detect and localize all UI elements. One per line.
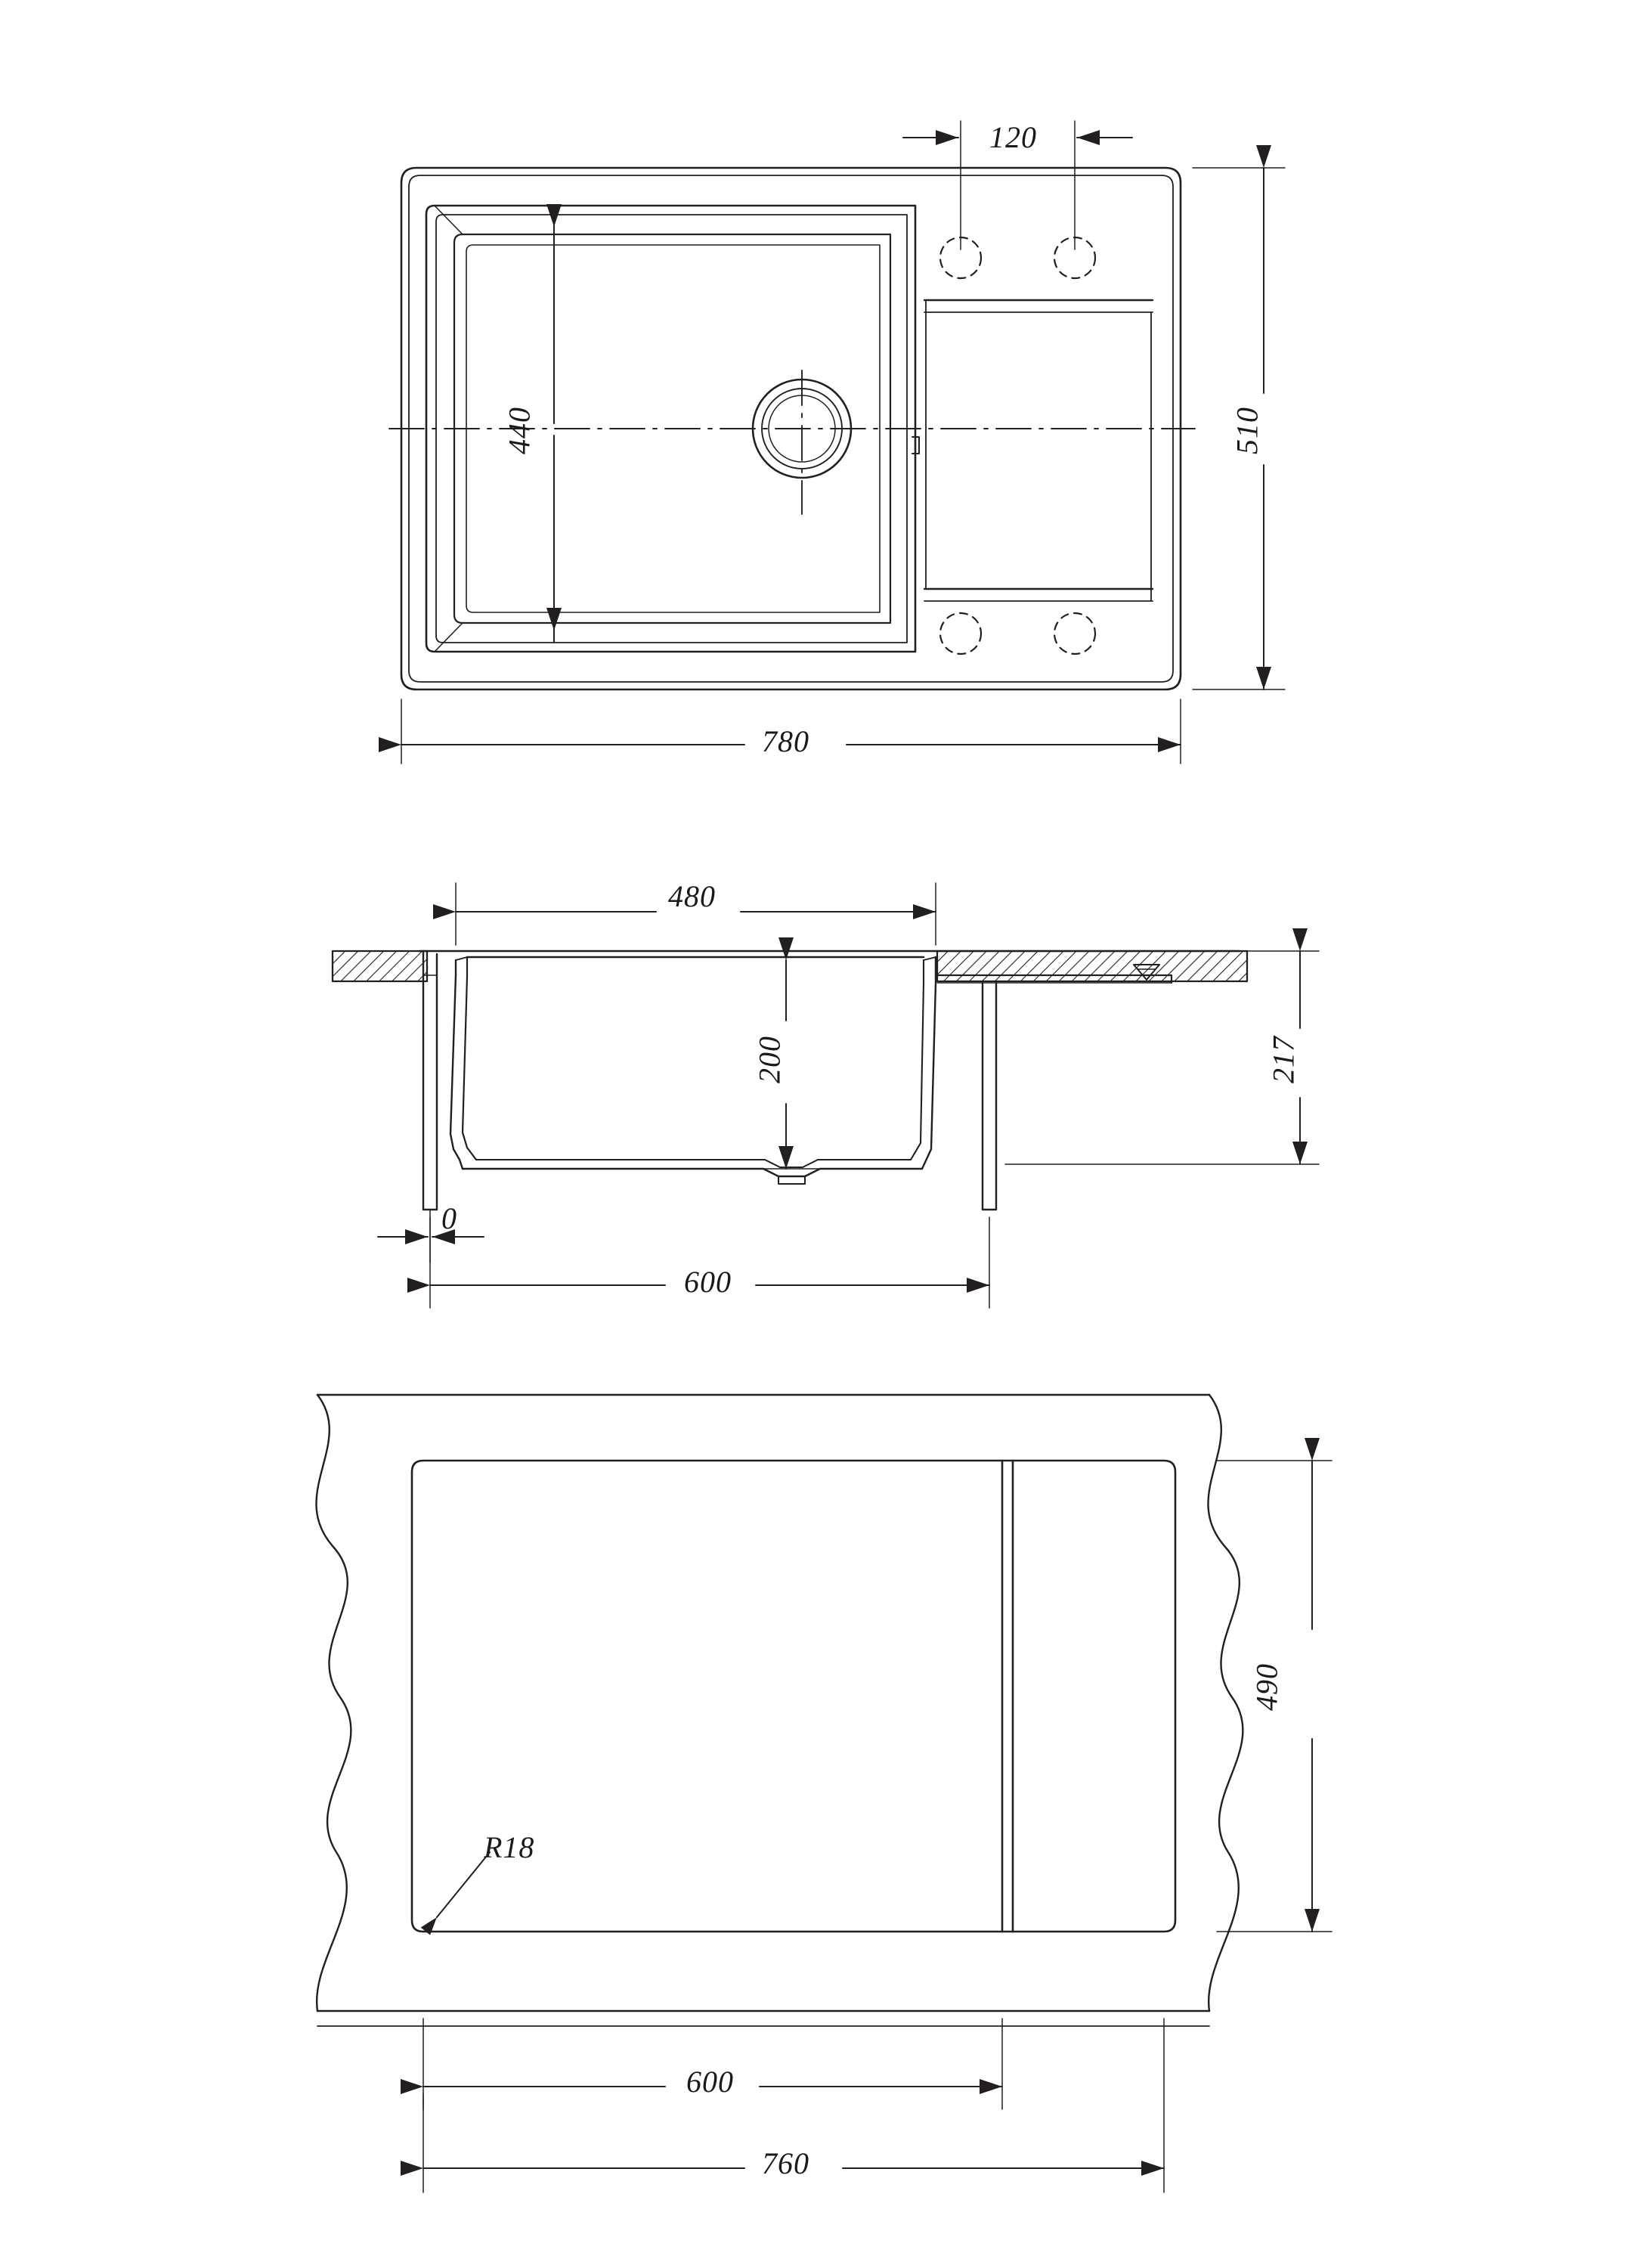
- dim-label-780: 780: [762, 724, 809, 758]
- dim-label-510: 510: [1230, 407, 1264, 454]
- dim-label-200: 200: [752, 1036, 787, 1083]
- dim-label-600-cutout: 600: [686, 2065, 734, 2099]
- section-view: [333, 883, 1319, 1308]
- dim-label-760: 760: [762, 2146, 809, 2180]
- dim-label-490: 490: [1249, 1663, 1284, 1711]
- dim-label-600-section: 600: [684, 1265, 732, 1299]
- dim-label-120: 120: [989, 120, 1037, 154]
- dim-label-0: 0: [441, 1201, 457, 1235]
- dim-label-r18: R18: [484, 1830, 535, 1864]
- dim-label-440: 440: [502, 407, 537, 454]
- dim-label-217: 217: [1266, 1036, 1301, 1083]
- dim-label-480: 480: [668, 879, 716, 913]
- cutout-view: [316, 1395, 1332, 2192]
